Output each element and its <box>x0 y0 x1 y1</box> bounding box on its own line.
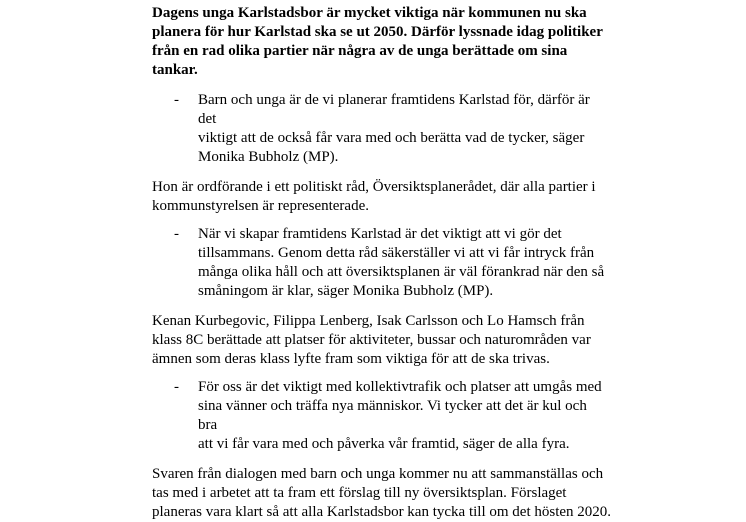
quote-text: Barn och unga är de vi planerar framtidens Karlstad för, därför är det viktigt att de också får vara med och berätta vad de tycker, säger Monika Bubholz (MP). <box>198 92 590 165</box>
spacer <box>152 80 612 91</box>
paragraph-next-steps: Svaren från dialogen med barn och unga kommer nu att sammanställas och tas med i arbetet att ta fram ett förslag till ny översiktsplan. Förslaget planeras vara klart så att alla Karlstadsbor kan tycka till om det hösten 2020. <box>152 466 612 520</box>
quote-text: När vi skapar framtidens Karlstad är det viktigt att vi gör det tillsammans. Genom detta råd säkerställer vi att vi får intryck från många olika håll och att översiktsplanen är väl förankrad när den så småningom är klar, säger Monika Bubholz (MP). <box>198 226 605 299</box>
press-release-body <box>152 4 612 522</box>
paragraph-council: Hon är ordförande i ett politiskt råd, Översiktsplanerådet, där alla partier i kommunstyrelsen är representerade. <box>152 179 596 214</box>
spacer <box>152 369 612 378</box>
bullet-dash: - <box>174 226 179 242</box>
bullet-dash: - <box>174 92 179 108</box>
quote-students <box>152 378 608 454</box>
quote-monika-1 <box>152 91 608 167</box>
quote-text: För oss är det viktigt med kollektivtrafik och platser att umgås med sina vänner och träffa nya människor. Vi tycker att det är kul och bra att vi får vara med och påverka vår framtid, säger de alla fyra. <box>198 379 602 452</box>
bullet-dash: - <box>174 379 179 395</box>
intro-paragraph: Dagens unga Karlstadsbor är mycket viktiga när kommunen nu ska planera för hur Karlstad ska se ut 2050. Därför lyssnade idag politiker från en rad olika partier när några av de unga berättade om sina tankar. <box>152 5 603 78</box>
spacer <box>152 216 612 225</box>
spacer <box>152 167 612 178</box>
spacer <box>152 301 612 312</box>
spacer <box>152 454 612 465</box>
paragraph-students: Kenan Kurbegovic, Filippa Lenberg, Isak Carlsson och Lo Hamsch från klass 8C berättade att platser för aktiviteter, bussar och naturområden var ämnen som deras klass lyfte fram som viktiga för att de ska trivas. <box>152 313 591 367</box>
quote-monika-2 <box>152 225 608 301</box>
